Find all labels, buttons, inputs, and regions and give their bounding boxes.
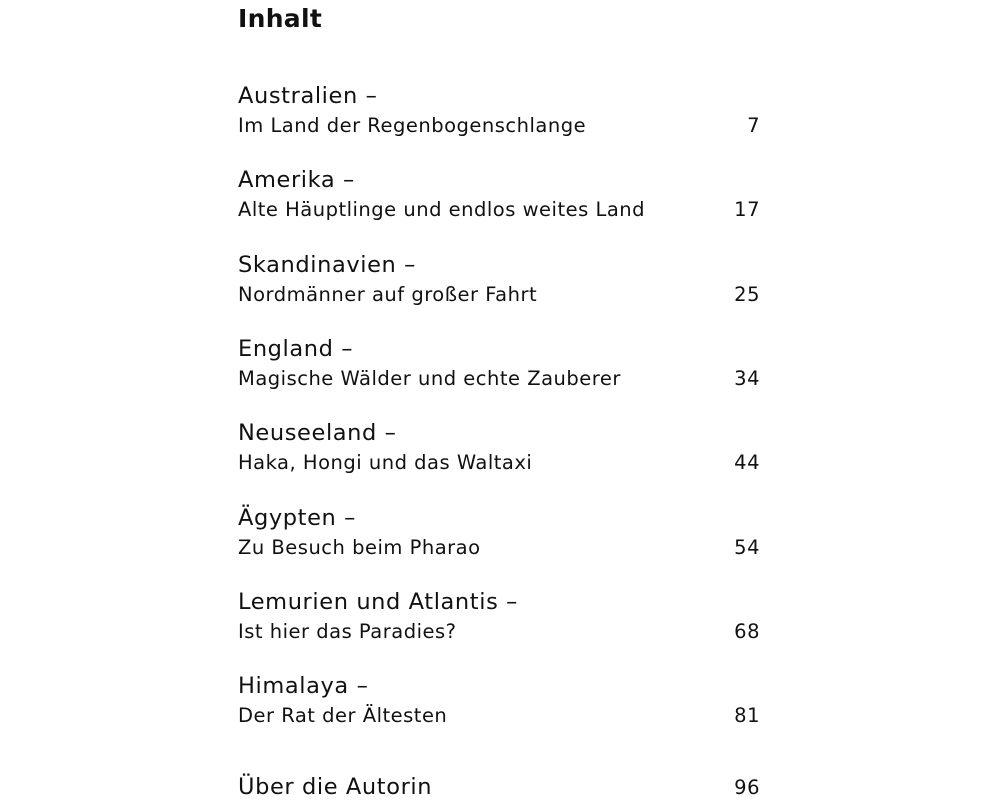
toc-entry-ueber-die-autorin[interactable] (238, 773, 763, 801)
toc-entry-page-number: 7 (747, 114, 760, 137)
toc-entry-title: England – (238, 336, 354, 362)
toc-entry-subtitle: Haka, Hongi und das Waltaxi (238, 451, 533, 474)
toc-entry-subtitle: Im Land der Regenbogenschlange (238, 114, 587, 137)
toc-entry-skandinavien[interactable] (238, 251, 763, 315)
toc-entry-himalaya[interactable] (238, 672, 763, 736)
toc-entry-subtitle: Der Rat der Ältesten (238, 704, 448, 727)
toc-entry-england[interactable] (238, 335, 763, 399)
toc-entry-amerika[interactable] (238, 166, 763, 230)
toc-entry-lemurien-atlantis[interactable] (238, 588, 763, 652)
toc-entry-title: Ägypten – (238, 505, 356, 531)
toc-entry-page-number: 25 (734, 283, 760, 306)
toc-entry-neuseeland[interactable] (238, 419, 763, 483)
toc-entry-page-number: 44 (734, 451, 760, 474)
toc-entry-title: Lemurien und Atlantis – (238, 589, 518, 615)
toc-entry-page-number: 34 (734, 367, 760, 390)
toc-entry-page-number: 96 (734, 776, 760, 799)
toc-entry-subtitle: Alte Häuptlinge und endlos weites Land (238, 198, 646, 221)
toc-heading: Inhalt (238, 4, 323, 33)
toc-entry-subtitle: Nordmänner auf großer Fahrt (238, 283, 538, 306)
toc-entry-title: Neuseeland – (238, 420, 397, 446)
toc-entry-subtitle: Zu Besuch beim Pharao (238, 536, 481, 559)
toc-entry-page-number: 17 (734, 198, 760, 221)
toc-entry-title: Skandinavien – (238, 252, 417, 278)
toc-entry-title: Amerika – (238, 167, 355, 193)
toc-entry-page-number: 68 (734, 620, 760, 643)
toc-entry-title: Australien – (238, 83, 378, 109)
toc-entry-title: Himalaya – (238, 673, 369, 699)
toc-entry-australien[interactable] (238, 82, 763, 146)
toc-entry-title: Über die Autorin (238, 774, 433, 800)
toc-entry-aegypten[interactable] (238, 504, 763, 568)
toc-entry-page-number: 54 (734, 536, 760, 559)
toc-entry-page-number: 81 (734, 704, 760, 727)
toc-entry-subtitle: Magische Wälder und echte Zauberer (238, 367, 621, 390)
toc-entry-subtitle: Ist hier das Paradies? (238, 620, 457, 643)
